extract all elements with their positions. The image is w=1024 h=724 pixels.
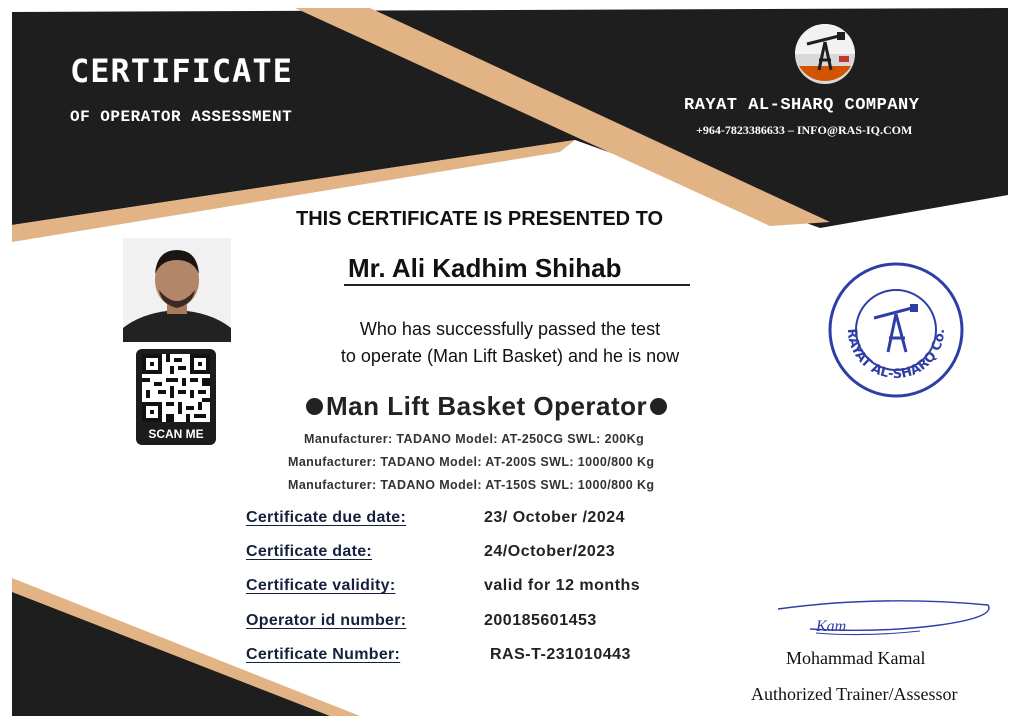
company-stamp [826,260,966,400]
certificate-subtitle: OF OPERATOR ASSESSMENT [70,108,293,126]
company-contact: +964-7823386633 – INFO@RAS-IQ.COM [696,123,913,137]
bullet-icon [306,398,323,415]
company-name: RAYAT AL-SHARQ COMPANY [684,96,920,115]
manufacturer-line: Manufacturer: TADANO Model: AT-150S SWL: 1000/800 Kg [288,478,655,492]
role-title [306,391,667,422]
validity-label: Certificate validity: [246,577,396,594]
signer-title: Authorized Trainer/Assessor [751,684,958,704]
manufacturer-line: Manufacturer: TADANO Model: AT-250CG SWL: 200Kg [304,432,645,446]
signature-text: Kam [816,618,847,635]
recipient-name: Mr. Ali Kadhim Shihab [348,253,622,283]
description [300,316,720,370]
description-line: Who has successfully passed the test [359,319,661,339]
operator-photo [123,238,231,342]
manufacturer-line: Manufacturer: TADANO Model: AT-200S SWL: 1000/800 Kg [288,455,655,469]
certificate-title: CERTIFICATE [70,52,293,90]
operator-id-label: Operator id number: [246,612,407,629]
due-date-value: 23/ October /2024 [484,509,626,526]
qr-icon [142,354,210,422]
certificate-date-label: Certificate date: [246,543,373,560]
signature-mark [770,595,995,643]
operator-id-value: 200185601453 [484,612,597,629]
certificate-date-value: 24/October/2023 [484,543,616,560]
person-avatar-icon [123,238,231,342]
bullet-icon [650,398,667,415]
qr-code[interactable] [136,349,216,445]
company-logo-icon [793,22,857,86]
qr-code-pattern [142,354,210,422]
role-text: Man Lift Basket Operator [326,391,648,421]
signer-name: Mohammad Kamal [786,648,926,668]
recipient-underline [344,284,690,286]
certificate-number-value: RAS-T-231010443 [490,646,631,663]
due-date-label: Certificate due date: [246,509,407,526]
validity-value: valid for 12 months [484,577,641,594]
certificate-number-label: Certificate Number: [246,646,401,663]
stamp-text: RAYAT AL-SHARQ Co. [843,328,949,383]
scan-me-label: SCAN ME [148,427,204,441]
description-line: to operate (Man Lift Basket) and he is now [340,346,680,366]
presented-to-heading: THIS CERTIFICATE IS PRESENTED TO [296,208,664,230]
